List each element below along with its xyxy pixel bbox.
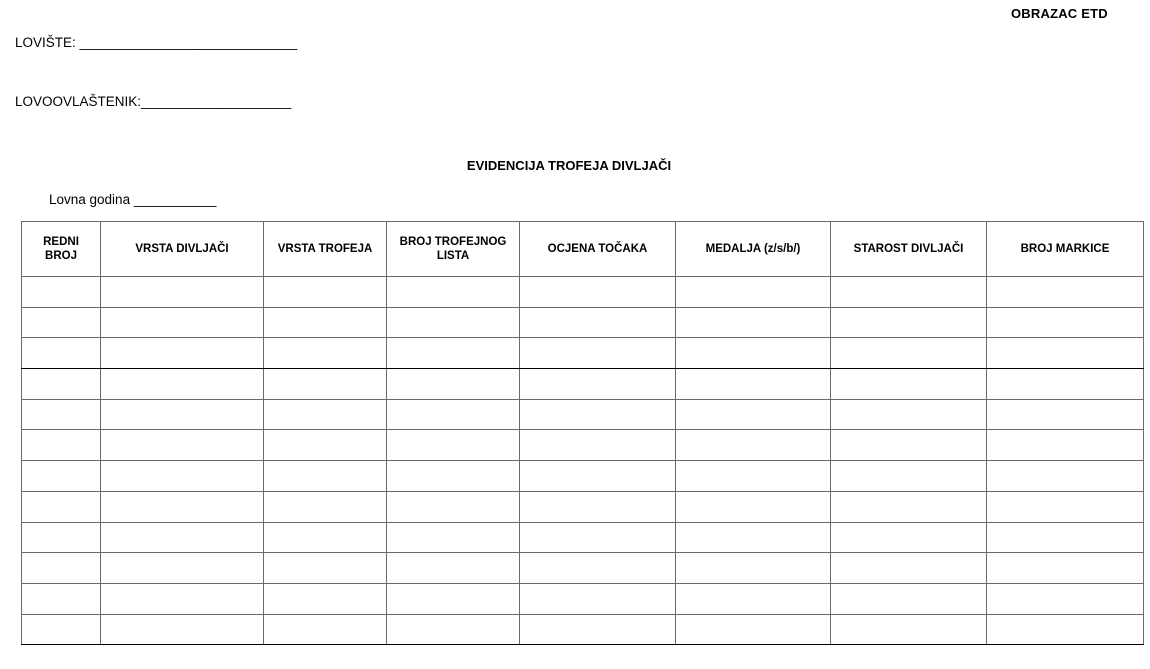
table-cell: [676, 369, 831, 400]
table-cell: [676, 338, 831, 369]
hunting-year-label: Lovna godina: [49, 192, 131, 207]
table-cell: [101, 522, 264, 553]
table-cell: [264, 338, 387, 369]
table-cell: [264, 553, 387, 584]
table-cell: [387, 522, 520, 553]
table-cell: [831, 307, 987, 338]
table-cell: [520, 583, 676, 614]
table-cell: [831, 614, 987, 645]
table-cell: [22, 522, 101, 553]
table-cell: [676, 522, 831, 553]
table-cell: [987, 583, 1144, 614]
table-cell: [101, 338, 264, 369]
table-cell: [520, 430, 676, 461]
table-cell: [387, 491, 520, 522]
table-cell: [987, 491, 1144, 522]
hunting-year-field: [49, 192, 216, 207]
table-cell: [101, 553, 264, 584]
table-cell: [520, 614, 676, 645]
table-cell: [387, 338, 520, 369]
table-cell: [520, 522, 676, 553]
table-cell: [264, 399, 387, 430]
table-cell: [987, 522, 1144, 553]
table-cell: [22, 461, 101, 492]
loviste-blank-line: _____________________________: [75, 35, 298, 50]
table-cell: [676, 307, 831, 338]
table-cell: [101, 399, 264, 430]
form-code: OBRAZAC ETD: [1011, 6, 1108, 21]
table-cell: [387, 614, 520, 645]
table-cell: [264, 491, 387, 522]
table-cell: [387, 553, 520, 584]
table-cell: [264, 522, 387, 553]
table-cell: [987, 553, 1144, 584]
table-row: [22, 491, 1144, 522]
table-cell: [264, 614, 387, 645]
column-header-redni-broj: REDNI BROJ: [22, 222, 101, 277]
table-cell: [387, 277, 520, 308]
column-header-starost-divljaci: STAROST DIVLJAČI: [831, 222, 987, 277]
column-header-ocjena-tocaka: OCJENA TOČAKA: [520, 222, 676, 277]
column-header-vrsta-divljaci: VRSTA DIVLJAČI: [101, 222, 264, 277]
column-header-broj-markice: BROJ MARKICE: [987, 222, 1144, 277]
trophy-records-table: [21, 221, 1144, 645]
table-cell: [520, 491, 676, 522]
table-cell: [831, 491, 987, 522]
table-cell: [22, 338, 101, 369]
table-cell: [22, 583, 101, 614]
table-cell: [676, 430, 831, 461]
table-cell: [987, 399, 1144, 430]
table-cell: [22, 399, 101, 430]
lovoovlastenik-blank-line: ____________________: [141, 94, 292, 109]
table-cell: [264, 369, 387, 400]
table-row: [22, 461, 1144, 492]
table-cell: [22, 307, 101, 338]
column-header-vrsta-trofeja: VRSTA TROFEJA: [264, 222, 387, 277]
table-cell: [101, 277, 264, 308]
table-cell: [22, 369, 101, 400]
lovoovlastenik-field: [15, 94, 291, 109]
table-cell: [520, 553, 676, 584]
table-cell: [101, 491, 264, 522]
table-cell: [387, 399, 520, 430]
table-cell: [831, 583, 987, 614]
table-cell: [520, 307, 676, 338]
table-cell: [387, 307, 520, 338]
table-cell: [831, 461, 987, 492]
table-cell: [264, 277, 387, 308]
loviste-label: LOVIŠTE:: [15, 35, 76, 50]
table-cell: [831, 430, 987, 461]
table-cell: [831, 553, 987, 584]
table-cell: [101, 369, 264, 400]
column-header-medalja: MEDALJA (z/s/b/): [676, 222, 831, 277]
table-cell: [676, 399, 831, 430]
table-cell: [22, 553, 101, 584]
column-header-broj-trofejnog-lista: BROJ TROFEJNOG LISTA: [387, 222, 520, 277]
table-row: [22, 277, 1144, 308]
table-row: [22, 399, 1144, 430]
table-cell: [22, 491, 101, 522]
table-cell: [520, 369, 676, 400]
table-cell: [387, 430, 520, 461]
table-cell: [831, 522, 987, 553]
table-body: [22, 277, 1144, 645]
table-cell: [676, 553, 831, 584]
table-cell: [22, 430, 101, 461]
table-cell: [22, 277, 101, 308]
table-cell: [101, 430, 264, 461]
document-title: EVIDENCIJA TROFEJA DIVLJAČI: [466, 158, 672, 173]
table-cell: [987, 461, 1144, 492]
table-cell: [987, 277, 1144, 308]
table-row: [22, 430, 1144, 461]
table-cell: [987, 307, 1144, 338]
table-cell: [264, 307, 387, 338]
table-row: [22, 369, 1144, 400]
lovoovlastenik-label: LOVOOVLAŠTENIK:: [15, 94, 142, 109]
table-cell: [676, 461, 831, 492]
table-row: [22, 338, 1144, 369]
table-cell: [22, 614, 101, 645]
table-cell: [520, 461, 676, 492]
table-cell: [987, 369, 1144, 400]
loviste-field: [15, 35, 297, 50]
table-cell: [831, 399, 987, 430]
table-row: [22, 614, 1144, 645]
table-cell: [987, 338, 1144, 369]
table-cell: [831, 338, 987, 369]
table-cell: [101, 583, 264, 614]
table-row: [22, 522, 1144, 553]
table-cell: [387, 461, 520, 492]
table-cell: [831, 277, 987, 308]
table-cell: [987, 430, 1144, 461]
table-cell: [676, 583, 831, 614]
table-cell: [987, 614, 1144, 645]
table-cell: [101, 614, 264, 645]
table-cell: [676, 277, 831, 308]
table-row: [22, 307, 1144, 338]
table-cell: [387, 369, 520, 400]
table-cell: [101, 461, 264, 492]
table-cell: [387, 583, 520, 614]
table-cell: [101, 307, 264, 338]
table-cell: [264, 583, 387, 614]
table-cell: [264, 461, 387, 492]
table-cell: [264, 430, 387, 461]
table-cell: [520, 399, 676, 430]
table-cell: [676, 491, 831, 522]
table-cell: [520, 277, 676, 308]
table-row: [22, 583, 1144, 614]
hunting-year-blank-line: ___________: [130, 192, 217, 207]
table-cell: [520, 338, 676, 369]
table-cell: [676, 614, 831, 645]
table-cell: [831, 369, 987, 400]
table-row: [22, 553, 1144, 584]
table-header-row: [22, 222, 1144, 277]
